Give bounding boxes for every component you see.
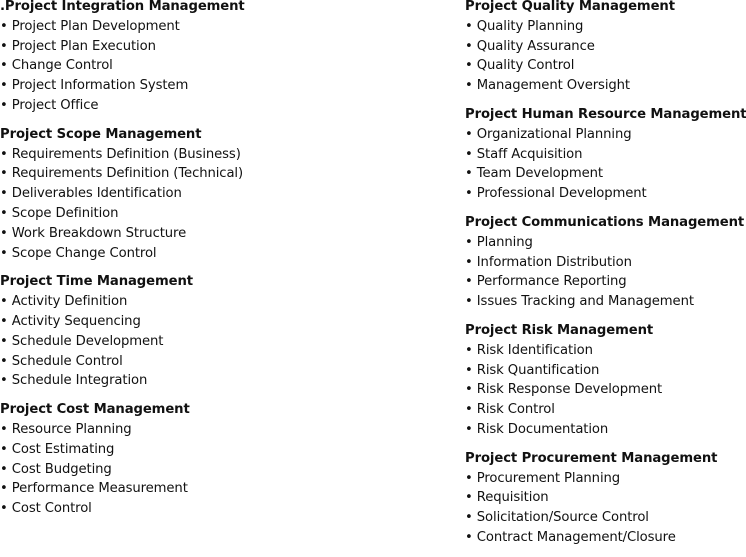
list-item: • Schedule Development <box>0 333 164 349</box>
list-item: • Risk Control <box>465 402 555 418</box>
list-item: • Project Information System <box>0 78 189 94</box>
list-item: • Cost Control <box>0 501 92 517</box>
section-title: Project Scope Management <box>0 126 202 142</box>
list-item: • Solicitation/Source Control <box>465 510 649 526</box>
section-title: Project Procurement Management <box>465 450 718 466</box>
list-item: • Performance Reporting <box>465 274 627 290</box>
list-item: • Risk Identification <box>465 342 593 358</box>
list-item: • Project Office <box>0 97 99 113</box>
section-title: Project Communications Management <box>465 214 745 230</box>
list-item: • Information Distribution <box>465 254 632 270</box>
section-project-procurement-management <box>465 449 718 548</box>
section-project-communications-management <box>465 213 745 312</box>
list-item: • Professional Development <box>465 186 647 202</box>
list-item: • Contract Management/Closure <box>465 529 676 545</box>
list-item: • Requirements Definition (Business) <box>0 146 241 162</box>
list-item: • Cost Budgeting <box>0 461 112 477</box>
list-item: • Scope Definition <box>0 205 119 221</box>
section-title: Project Human Resource Management <box>465 106 746 122</box>
right-column <box>465 0 746 557</box>
list-item: • Schedule Integration <box>0 373 148 389</box>
list-item: • Team Development <box>465 166 603 182</box>
list-item: • Cost Estimating <box>0 441 115 457</box>
list-item: • Quality Planning <box>465 18 584 34</box>
section-title: Project Time Management <box>0 274 193 290</box>
list-item: • Project Plan Execution <box>0 38 156 54</box>
list-item: • Deliverables Identification <box>0 186 182 202</box>
left-column <box>0 0 340 528</box>
section-project-human-resource-management <box>465 105 746 204</box>
list-item: • Quality Assurance <box>465 38 595 54</box>
section-title: .Project Integration Management <box>0 0 245 14</box>
list-item: • Risk Quantification <box>465 362 600 378</box>
section-project-integration-management <box>0 0 340 116</box>
section-title: Project Quality Management <box>465 0 675 14</box>
list-item: • Requisition <box>465 490 549 506</box>
list-item: • Organizational Planning <box>465 126 632 142</box>
list-item: • Performance Measurement <box>0 481 188 497</box>
list-item: • Procurement Planning <box>465 470 621 486</box>
list-item: • Risk Response Development <box>465 382 663 398</box>
list-item: • Resource Planning <box>0 421 132 437</box>
list-item: • Risk Documentation <box>465 421 609 437</box>
section-project-quality-management <box>465 0 718 96</box>
section-title: Project Risk Management <box>465 322 654 338</box>
list-item: • Activity Sequencing <box>0 313 141 329</box>
list-item: • Schedule Control <box>0 353 123 369</box>
list-item: • Requirements Definition (Technical) <box>0 166 244 182</box>
list-item: • Planning <box>465 234 533 250</box>
section-project-risk-management <box>465 321 718 440</box>
list-item: • Management Oversight <box>465 78 630 94</box>
list-item: • Staff Acquisition <box>465 146 583 162</box>
section-project-time-management <box>0 272 340 391</box>
list-item: • Quality Control <box>465 58 575 74</box>
section-title: Project Cost Management <box>0 402 190 418</box>
section-project-cost-management <box>0 400 340 519</box>
list-item: • Activity Definition <box>0 294 128 310</box>
list-item: • Change Control <box>0 58 113 74</box>
list-item: • Project Plan Development <box>0 18 180 34</box>
section-project-scope-management <box>0 125 340 264</box>
list-item: • Work Breakdown Structure <box>0 225 187 241</box>
list-item: • Scope Change Control <box>0 245 157 261</box>
list-item: • Issues Tracking and Management <box>465 294 694 310</box>
